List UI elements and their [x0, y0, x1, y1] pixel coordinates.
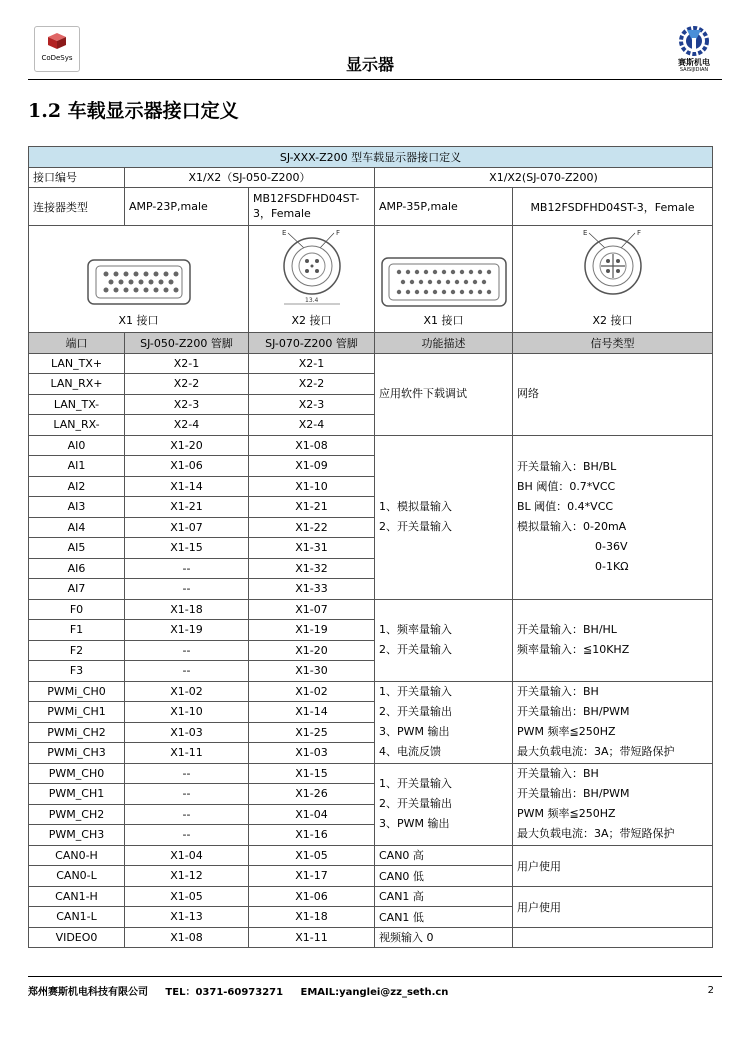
x1-050-caption: X1 接口: [118, 314, 159, 327]
pin-050-cell: --: [125, 784, 249, 805]
table-row: [29, 927, 713, 948]
port-cell: AI2: [29, 476, 125, 497]
func-line-pwm: 1、开关量输入: [379, 777, 452, 790]
signal-line-f: 开关量输入：BH/HL: [517, 623, 617, 636]
m12-connector-diagram-2: [573, 226, 653, 312]
connector-label: 连接器类型: [29, 188, 125, 226]
pin-070-cell: X2-1: [249, 353, 375, 374]
pin-070-cell: X1-19: [249, 620, 375, 641]
signal-line-ai: 0-1KΩ: [595, 560, 629, 573]
table-row: [29, 435, 713, 456]
signal-cell-can0: 用户使用: [513, 845, 713, 886]
conn4: MB12FSDFHD04ST-3，Female: [513, 188, 713, 226]
amp23-connector-diagram: [84, 250, 194, 312]
pin-050-cell: X1-03: [125, 722, 249, 743]
pin-050-cell: X1-18: [125, 599, 249, 620]
function-cell-pwm: [375, 763, 513, 845]
port-cell: F3: [29, 661, 125, 682]
pin-050-cell: X2-2: [125, 374, 249, 395]
pin-050-cell: X1-05: [125, 886, 249, 907]
conn2: MB12FSDFHD04ST-3，Female: [249, 188, 375, 226]
pin-070-cell: X1-16: [249, 825, 375, 846]
function-cell-f: [375, 599, 513, 681]
pin-050-cell: X2-4: [125, 415, 249, 436]
pin-e-label: E: [281, 229, 286, 237]
port-cell: LAN_RX-: [29, 415, 125, 436]
signal-line-pwm: 最大负载电流：3A；带短路保护: [517, 827, 675, 840]
pin-050-cell: X1-10: [125, 702, 249, 723]
pin-050-cell: X2-1: [125, 353, 249, 374]
func-line-ai: 2、开关量输入: [379, 520, 452, 533]
function-cell: CAN0 高: [375, 845, 513, 866]
pin-070-cell: X1-25: [249, 722, 375, 743]
pin-050-cell: X1-21: [125, 497, 249, 518]
func-line-pwm: 2、开关量输出: [379, 797, 452, 810]
col-signal-header: 信号类型: [513, 333, 713, 354]
pin-070-cell: X1-20: [249, 640, 375, 661]
signal-line-pwm: 开关量输出：BH/PWM: [517, 787, 630, 800]
pin-070-cell: X1-10: [249, 476, 375, 497]
x2-050-diagram-cell: [249, 226, 375, 333]
port-cell: F1: [29, 620, 125, 641]
pin-050-cell: X1-06: [125, 456, 249, 477]
col-port-header: 端口: [29, 333, 125, 354]
port-cell: AI0: [29, 435, 125, 456]
pin-070-cell: X1-21: [249, 497, 375, 518]
func-line-pwmi: 4、电流反馈: [379, 745, 441, 758]
func-line-f: 1、频率量输入: [379, 623, 452, 636]
pin-050-cell: X1-11: [125, 743, 249, 764]
column-header-row: [29, 333, 713, 354]
table-row: [29, 353, 713, 374]
x2-050-caption: X2 接口: [291, 314, 332, 327]
signal-line-ai: BL 阈值：0.4*VCC: [517, 500, 614, 513]
pin-070-cell: X1-09: [249, 456, 375, 477]
amp35-connector-diagram: [379, 250, 509, 312]
page-header: [28, 22, 722, 80]
func-line-pwmi: 1、开关量输入: [379, 685, 452, 698]
port-cell: CAN1-H: [29, 886, 125, 907]
codesys-logo: [34, 26, 80, 72]
footer-email: EMAIL:yanglei@zz_seth.cn: [300, 987, 449, 998]
port-cell: VIDEO0: [29, 927, 125, 948]
signal-line-pwm: 开关量输入：BH: [517, 767, 599, 780]
pin-070-cell: X1-14: [249, 702, 375, 723]
header-title: 显示器: [346, 55, 395, 74]
function-cell: CAN1 低: [375, 907, 513, 928]
pin-070-cell: X1-15: [249, 763, 375, 784]
pin-070-cell: X2-2: [249, 374, 375, 395]
port-cell: AI5: [29, 538, 125, 559]
group1-label: X1/X2（SJ-050-Z200）: [125, 167, 375, 188]
port-cell: PWM_CH3: [29, 825, 125, 846]
port-cell: AI3: [29, 497, 125, 518]
port-cell: F0: [29, 599, 125, 620]
logo-left-text: CoDeSys: [41, 54, 73, 62]
signal-line-ai: BH 阈值：0.7*VCC: [517, 480, 616, 493]
port-cell: PWM_CH2: [29, 804, 125, 825]
pin-050-cell: X1-02: [125, 681, 249, 702]
signal-line-pwm: PWM 频率≦250HZ: [517, 807, 616, 820]
pin-070-cell: X1-07: [249, 599, 375, 620]
function-cell-pwmi: [375, 681, 513, 763]
port-cell: AI6: [29, 558, 125, 579]
signal-cell-f: [513, 599, 713, 681]
port-cell: CAN1-L: [29, 907, 125, 928]
signal-cell-ai: [513, 435, 713, 599]
signal-cell-can1: 用户使用: [513, 886, 713, 927]
pin-070-cell: X1-18: [249, 907, 375, 928]
table-title: SJ-XXX-Z200 型车载显示器接口定义: [29, 147, 713, 168]
company-logo: [670, 24, 718, 76]
signal-line-pwmi: 开关量输入：BH: [517, 685, 599, 698]
x2-070-caption: X2 接口: [592, 314, 633, 327]
brand-sub: SAISIJIDIAN: [679, 67, 709, 73]
port-cell: PWMi_CH2: [29, 722, 125, 743]
brand-name: 赛斯机电: [678, 58, 710, 67]
function-cell-ai: [375, 435, 513, 599]
signal-cell-pwmi: [513, 681, 713, 763]
pin-050-cell: X1-15: [125, 538, 249, 559]
signal-cell-video: [513, 927, 713, 948]
col-050-header: SJ-050-Z200 管脚: [125, 333, 249, 354]
signal-line-ai: 模拟量输入：0-20mA: [517, 520, 627, 533]
port-cell: PWMi_CH0: [29, 681, 125, 702]
signal-line-pwmi: 最大负载电流：3A；带短路保护: [517, 745, 675, 758]
pin-050-cell: --: [125, 579, 249, 600]
func-line-ai: 1、模拟量输入: [379, 500, 452, 513]
function-cell-lan: 应用软件下载调试: [375, 353, 513, 435]
pin-050-cell: --: [125, 763, 249, 784]
interface-table: [28, 146, 713, 948]
pin-050-cell: --: [125, 825, 249, 846]
pin-070-cell: X1-02: [249, 681, 375, 702]
x2-070-diagram-cell: [513, 226, 713, 333]
x1-050-diagram-cell: [29, 226, 249, 333]
pin-070-cell: X1-04: [249, 804, 375, 825]
pin-070-cell: X1-06: [249, 886, 375, 907]
connector-row: [29, 188, 713, 226]
function-cell: 视频输入 0: [375, 927, 513, 948]
footer-company: 郑州赛斯机电科技有限公司: [28, 987, 148, 998]
function-cell: CAN0 低: [375, 866, 513, 887]
port-cell: LAN_TX+: [29, 353, 125, 374]
signal-cell-lan: 网络: [513, 353, 713, 435]
conn3: AMP-35P,male: [375, 188, 513, 226]
col-func-header: 功能描述: [375, 333, 513, 354]
pin-050-cell: X1-04: [125, 845, 249, 866]
pin-050-cell: --: [125, 640, 249, 661]
func-line-pwmi: 2、开关量输出: [379, 705, 452, 718]
port-cell: PWMi_CH1: [29, 702, 125, 723]
pin-050-cell: X1-20: [125, 435, 249, 456]
table-row: [29, 845, 713, 866]
pin-050-cell: --: [125, 558, 249, 579]
signal-line-ai: 开关量输入：BH/BL: [517, 460, 617, 473]
pin-050-cell: --: [125, 804, 249, 825]
table-row: [29, 763, 713, 784]
pin-070-cell: X1-11: [249, 927, 375, 948]
func-line-f: 2、开关量输入: [379, 643, 452, 656]
port-cell: AI7: [29, 579, 125, 600]
signal-line-pwmi: PWM 频率≦250HZ: [517, 725, 616, 738]
pin-050-cell: X1-08: [125, 927, 249, 948]
function-cell: CAN1 高: [375, 886, 513, 907]
section-title: 1.2 车载显示器接口定义: [28, 100, 239, 122]
pin-070-cell: X1-31: [249, 538, 375, 559]
x1-070-diagram-cell: [375, 226, 513, 333]
port-cell: AI1: [29, 456, 125, 477]
pin-050-cell: X1-07: [125, 517, 249, 538]
port-cell: F2: [29, 640, 125, 661]
port-cell: CAN0-H: [29, 845, 125, 866]
table-row: [29, 599, 713, 620]
table-row: [29, 886, 713, 907]
x1-070-caption: X1 接口: [423, 314, 464, 327]
dim-label: 13.4: [304, 297, 318, 304]
cube-icon: [48, 33, 66, 49]
signal-line-pwmi: 开关量输出：BH/PWM: [517, 705, 630, 718]
signal-line-ai: 0-36V: [595, 540, 628, 553]
pin-050-cell: X1-19: [125, 620, 249, 641]
pin-070-cell: X2-3: [249, 394, 375, 415]
pin-e-label: E: [582, 229, 587, 237]
pin-070-cell: X1-17: [249, 866, 375, 887]
table-title-row: [29, 147, 713, 168]
port-cell: PWMi_CH3: [29, 743, 125, 764]
pin-050-cell: --: [125, 661, 249, 682]
port-cell: LAN_RX+: [29, 374, 125, 395]
pin-070-cell: X1-08: [249, 435, 375, 456]
pin-070-cell: X1-30: [249, 661, 375, 682]
signal-line-f: 频率量输入：≦10KHZ: [517, 643, 630, 656]
col-070-header: SJ-070-Z200 管脚: [249, 333, 375, 354]
gear-icon: [674, 24, 714, 58]
signal-cell-pwm: [513, 763, 713, 845]
port-cell: PWM_CH1: [29, 784, 125, 805]
interface-row: [29, 167, 713, 188]
pin-070-cell: X1-26: [249, 784, 375, 805]
pin-070-cell: X1-22: [249, 517, 375, 538]
pin-f-label: F: [636, 229, 641, 237]
m12-connector-diagram: [272, 226, 352, 312]
pin-050-cell: X1-14: [125, 476, 249, 497]
table-row: [29, 681, 713, 702]
port-cell: PWM_CH0: [29, 763, 125, 784]
footer-tel: TEL：0371-60973271: [165, 987, 284, 998]
pin-070-cell: X1-03: [249, 743, 375, 764]
page-footer: [28, 976, 722, 998]
port-cell: LAN_TX-: [29, 394, 125, 415]
func-line-pwmi: 3、PWM 输出: [379, 725, 450, 738]
pin-050-cell: X1-13: [125, 907, 249, 928]
conn1: AMP-23P,male: [125, 188, 249, 226]
port-cell: AI4: [29, 517, 125, 538]
pin-070-cell: X2-4: [249, 415, 375, 436]
interface-label: 接口编号: [29, 167, 125, 188]
pin-050-cell: X2-3: [125, 394, 249, 415]
pin-070-cell: X1-32: [249, 558, 375, 579]
pin-f-label: F: [335, 229, 340, 237]
pin-070-cell: X1-05: [249, 845, 375, 866]
page-number: 2: [707, 985, 714, 996]
pin-070-cell: X1-33: [249, 579, 375, 600]
diagram-row: [29, 226, 713, 333]
pin-050-cell: X1-12: [125, 866, 249, 887]
func-line-pwm: 3、PWM 输出: [379, 817, 450, 830]
group2-label: X1/X2(SJ-070-Z200): [375, 167, 713, 188]
port-cell: CAN0-L: [29, 866, 125, 887]
